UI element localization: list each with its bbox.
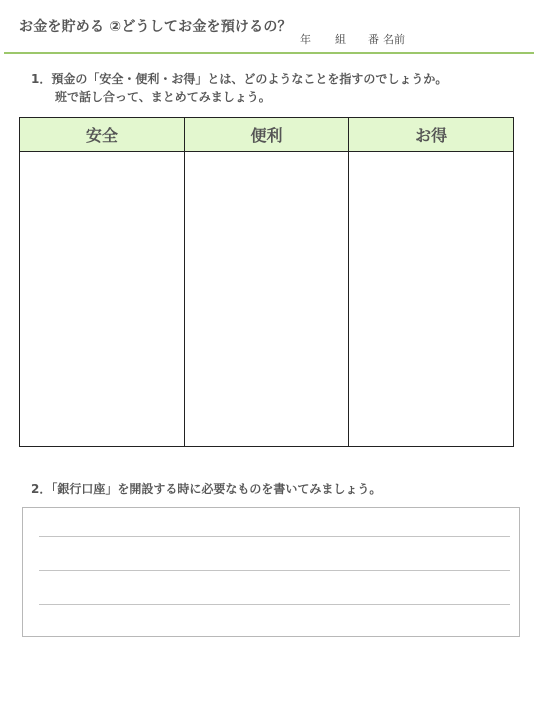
answer-cell-benefit[interactable] bbox=[349, 152, 514, 447]
writing-rule-line bbox=[39, 604, 510, 605]
column-header-benefit: お得 bbox=[349, 118, 514, 152]
question-1-line-2: 班で話し合って、まとめてみましょう。 bbox=[55, 90, 271, 104]
answer-cell-convenience[interactable] bbox=[184, 152, 349, 447]
answer-cell-safety[interactable] bbox=[20, 152, 185, 447]
number-label: 番 bbox=[368, 33, 379, 46]
column-header-safety: 安全 bbox=[20, 118, 185, 152]
question-2-line-1: 2．「銀行口座」を開設する時に必要なものを書いてみましょう。 bbox=[31, 482, 382, 496]
name-label: 名前 bbox=[383, 33, 405, 46]
answer-table bbox=[19, 117, 514, 447]
answer-table-header-row bbox=[20, 118, 514, 152]
writing-rule-line bbox=[39, 536, 510, 537]
year-label: 年 bbox=[300, 33, 311, 46]
question-1-line-1: 1．預金の「安全・便利・お得」とは、どのようなことを指すのでしょうか。 bbox=[31, 72, 448, 86]
column-header-convenience: 便利 bbox=[184, 118, 349, 152]
header-divider bbox=[4, 52, 534, 54]
class-label: 組 bbox=[335, 33, 346, 46]
answer-writing-box[interactable] bbox=[22, 507, 520, 637]
worksheet-title: お金を貯める ②どうしてお金を預けるの？ bbox=[19, 19, 292, 35]
writing-rule-line bbox=[39, 570, 510, 571]
answer-table-row bbox=[20, 152, 514, 447]
